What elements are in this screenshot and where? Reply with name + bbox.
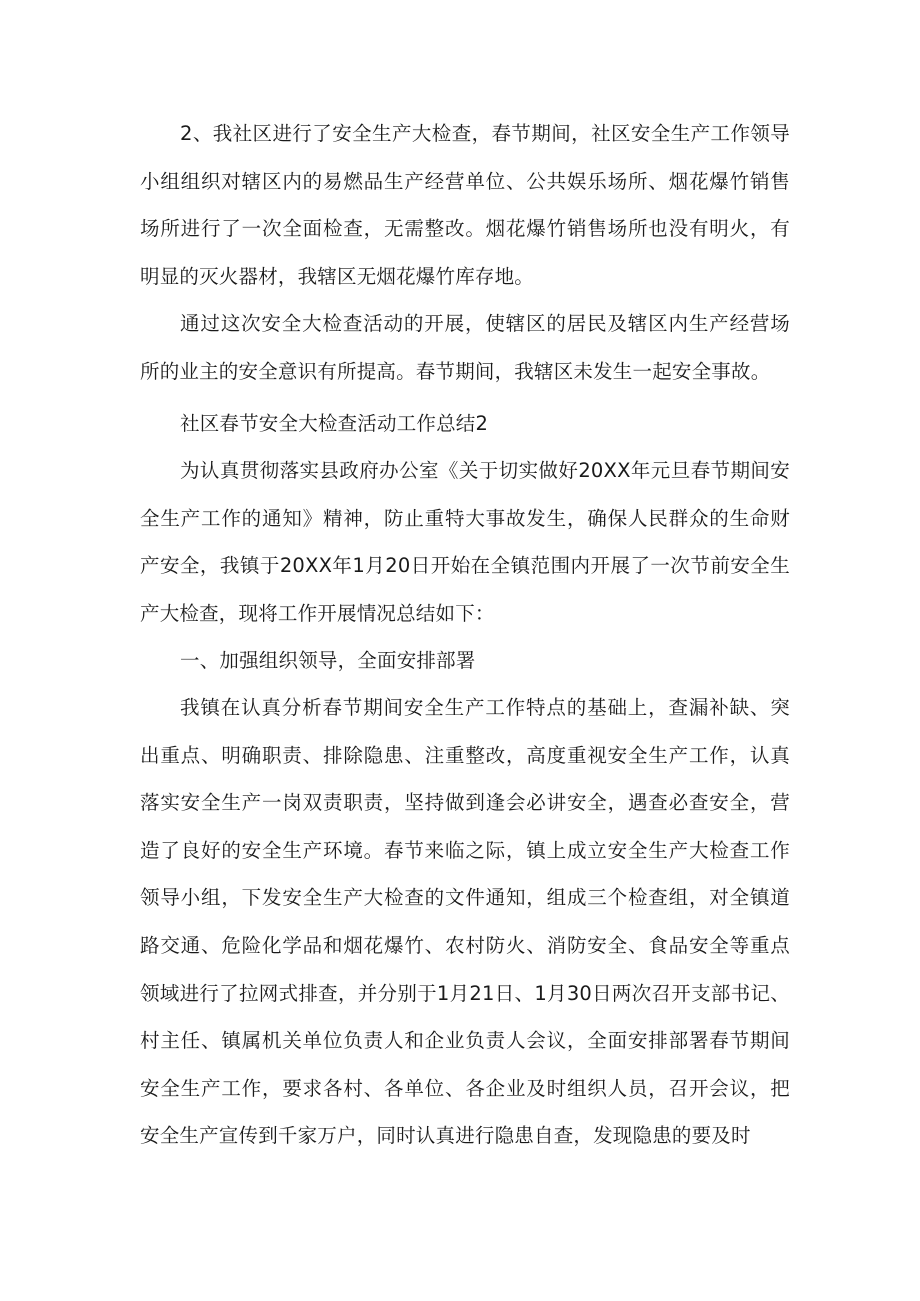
paragraph-intro-notice: 为认真贯彻落实县政府办公室《关于切实做好20XX年元旦春节期间安全生产工作的通知》精神，防止重特大事故发生，确保人民群众的生命财产安全，我镇于20XX年1月20日开始在全镇范围内开展了一次节前安全生产大检查，现将工作开展情况总结如下： <box>140 459 790 625</box>
paragraph-community-inspection: 2、我社区进行了安全生产大检查，春节期间，社区安全生产工作领导小组组织对辖区内的易燃品生产经营单位、公共娱乐场所、烟花爆竹销售场所进行了一次全面检查，无需整改。烟花爆竹销售场所也没有明火，有明显的灭火器材，我辖区无烟花爆竹库存地。 <box>140 122 790 288</box>
section-title-summary-2: 社区春节安全大检查活动工作总结2 <box>180 412 489 435</box>
section-heading-organization: 一、加强组织领导，全面安排部署 <box>180 649 476 672</box>
paragraph-town-measures: 我镇在认真分析春节期间安全生产工作特点的基础上，查漏补缺、突出重点、明确职责、排除隐患、注重整改，高度重视安全生产工作，认真落实安全生产一岗双责职责，坚持做到逢会必讲安全，遇查必查安全，营造了良好的安全生产环境。春节来临之际，镇上成立安全生产大检查工作领导小组，下发安全生产大检查的文件通知，组成三个检查组，对全镇道路交通、危险化学品和烟花爆竹、农村防火、消防安全、食品安全等重点领域进行了拉网式排查，并分别于1月21日、1月30日两次召开支部书记、村主任、镇属机关单位负责人和企业负责人会议，全面安排部署春节期间安全生产工作，要求各村、各单位、各企业及时组织人员，召开会议，把安全生产宣传到千家万户，同时认真进行隐患自查，发现隐患的要及时 <box>140 696 790 1148</box>
paragraph-inspection-results: 通过这次安全大检查活动的开展，使辖区的居民及辖区内生产经营场所的业主的安全意识有所提高。春节期间，我辖区未发生一起安全事故。 <box>140 312 790 383</box>
